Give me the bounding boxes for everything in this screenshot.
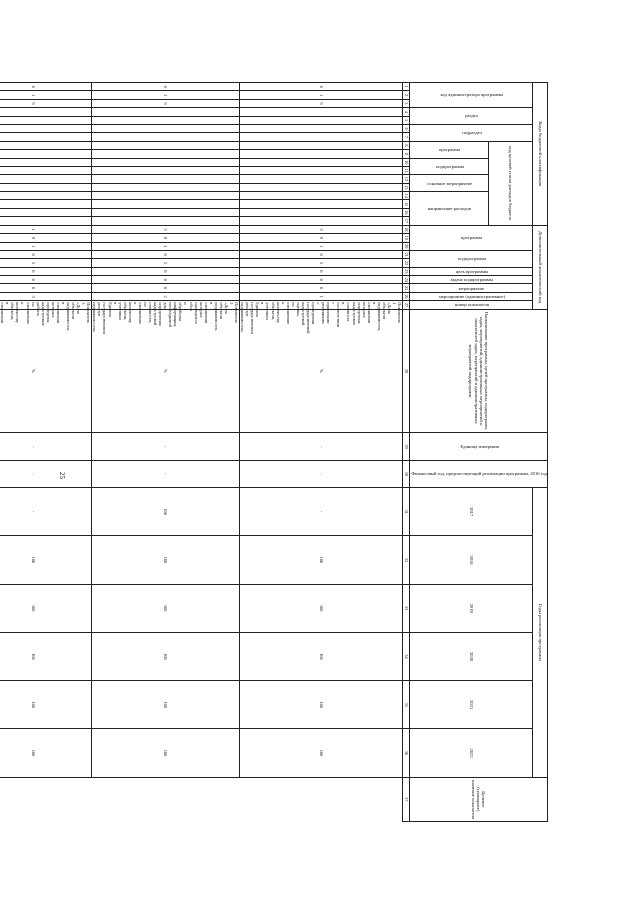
code-cell — [92, 124, 240, 132]
code-cell: 0 — [92, 83, 240, 91]
col-number: 27 — [403, 301, 410, 309]
event-header: мероприятие — [410, 284, 533, 292]
col-number: 25 — [403, 284, 410, 292]
code-cell: 1 — [0, 91, 92, 99]
dir-subprogram-header: подпрограмма — [410, 250, 533, 267]
code-cell — [92, 108, 240, 116]
goal-program-header: цель программы — [410, 267, 533, 275]
code-cell: 2 — [92, 292, 240, 300]
section-header: раздел — [410, 108, 533, 125]
code-cell: 5 — [0, 259, 92, 267]
code-cell — [240, 158, 403, 166]
col-number: 15 — [403, 200, 410, 208]
code-cell: 3 — [0, 292, 92, 300]
table-row — [0, 83, 92, 822]
row-fin-year-cell: - — [240, 433, 403, 460]
extra-code-group-header: Дополнительный аналитический код — [533, 225, 548, 309]
row-unit-cell: % — [0, 309, 92, 433]
code-cell — [0, 124, 92, 132]
col-number: 20 — [403, 242, 410, 250]
col-number: 19 — [403, 234, 410, 242]
col-number: 29 — [403, 433, 410, 460]
code-cell — [240, 200, 403, 208]
admin-code-header: код администратора программы — [410, 83, 533, 108]
code-cell: 0 — [0, 284, 92, 292]
code-cell — [92, 116, 240, 124]
col-number: 10 — [403, 158, 410, 166]
col-number: 7 — [403, 133, 410, 141]
code-cell: 0 — [240, 284, 403, 292]
code-cell — [240, 116, 403, 124]
code-cell: 9 — [0, 234, 92, 242]
col-number: 32 — [403, 536, 410, 584]
row-year-value-cell: 100 — [0, 632, 92, 680]
row-year-value-cell: 100 — [0, 536, 92, 584]
code-cell — [240, 175, 403, 183]
col-number: 30 — [403, 460, 410, 487]
col-number: 5 — [403, 116, 410, 124]
row-year-value-cell: 100 — [0, 584, 92, 632]
page-number: 25 — [58, 472, 66, 479]
code-cell: 0 — [240, 83, 403, 91]
table-row — [240, 83, 403, 822]
col-number: 9 — [403, 150, 410, 158]
col-number: 24 — [403, 276, 410, 284]
row-year-value-cell: 100 — [0, 681, 92, 729]
row-name-cell: Показатель 1 «Доля объектов недвижимости, в отношении которых определена кадастровая стоимость в соответствии с принятыми решениями о проведении государственной кадастровой оценки, по отношению к количеству объектов, учтенных в Едином государственном реестре недвижимости» — [240, 302, 403, 334]
col-number: 23 — [403, 267, 410, 275]
code-cell — [92, 200, 240, 208]
row-unit-cell: % — [92, 309, 240, 433]
code-cell: 3 — [92, 225, 240, 233]
row-year-value-cell: 100 — [240, 584, 403, 632]
code-cell: 0 — [92, 284, 240, 292]
year-header-2020: 2020 — [410, 632, 533, 680]
row-fin-year-cell: - — [0, 433, 92, 460]
row-year-value-cell: - — [240, 488, 403, 536]
code-cell — [240, 217, 403, 225]
row-year-value-cell: 100 — [92, 536, 240, 584]
codes-group-header: Коды бюджетной классификации — [533, 83, 548, 226]
row-name-cell: Показатель 2 «Доля объектов недвижимости, в отношении которых проводится сбор и обработка информации, необходимой для определения кадастровой стоимости, по отношению к количеству объектов, учтенных в Едином государственном реестре недвижимости» — [92, 302, 240, 334]
col-number: 31 — [403, 488, 410, 536]
col-number: 22 — [403, 259, 410, 267]
code-cell: 0 — [92, 276, 240, 284]
code-cell — [0, 175, 92, 183]
dir-program-header: программа — [410, 225, 533, 250]
indicator-number-header: номер показателя — [410, 301, 533, 309]
col-number: 36 — [403, 729, 410, 777]
name-column-header: Наименование программы, целей программы, подпрограмм, задач, мероприятий, административных мероприятий и показателей задач, мероприятий и административных мероприятий подпрограмм — [410, 309, 548, 433]
code-cell — [240, 166, 403, 174]
code-cell — [0, 200, 92, 208]
col-number: 14 — [403, 192, 410, 200]
code-cell — [240, 133, 403, 141]
row-target-cell: 100 — [0, 729, 92, 777]
code-cell — [0, 192, 92, 200]
code-cell — [92, 183, 240, 191]
code-cell — [0, 150, 92, 158]
code-cell — [0, 116, 92, 124]
code-cell: 9 — [0, 99, 92, 107]
row-year-value-cell: 100 — [92, 584, 240, 632]
code-cell: 1 — [92, 91, 240, 99]
code-cell: 8 — [240, 234, 403, 242]
direction-code-header: направление расходов — [410, 192, 489, 226]
code-cell: 9 — [240, 99, 403, 107]
subsection-header: подраздел — [410, 124, 533, 141]
admin-event-header: мероприятие (административное) — [410, 292, 533, 300]
fin-year-column-header: Финансовый год, предшествующий реализации программы, 2016 год — [410, 460, 548, 487]
row-unit-cell: % — [240, 309, 403, 433]
col-number: 17 — [403, 217, 410, 225]
code-cell: 0 — [0, 83, 92, 91]
row-year-value-cell: 100 — [92, 632, 240, 680]
row-fin-year-cell: - — [92, 433, 240, 460]
code-cell — [92, 150, 240, 158]
subprogram-code-header: подпрограмма — [410, 158, 489, 175]
years-group-header: Годы реализации программы — [533, 488, 548, 778]
col-number: 37 — [403, 777, 410, 821]
col-number: 35 — [403, 681, 410, 729]
code-cell: 8 — [92, 234, 240, 242]
year-header-2017: 2017 — [410, 488, 533, 536]
col-number: 13 — [403, 183, 410, 191]
year-header-2021: 2021 — [410, 681, 533, 729]
col-number: 28 — [403, 309, 410, 433]
code-cell — [92, 192, 240, 200]
code-cell: 0 — [240, 250, 403, 258]
row-name-cell: Показатель 3 «Доля объектов недвижимости, в отношении которых проведены кадастровые работы по отношению к количеству объектов, в отношении — [0, 301, 92, 309]
col-number: 8 — [403, 141, 410, 149]
code-cell — [0, 158, 92, 166]
code-cell: 0 — [240, 267, 403, 275]
unit-column-header: Единица измерения — [410, 433, 548, 460]
row-target-cell: 100 — [92, 729, 240, 777]
row-year-value-cell: - — [92, 460, 240, 487]
code-cell — [240, 141, 403, 149]
col-number: 6 — [403, 124, 410, 132]
code-cell: 1 — [92, 242, 240, 250]
code-cell: 0 — [240, 276, 403, 284]
code-cell — [0, 183, 92, 191]
row-year-value-cell: 100 — [92, 681, 240, 729]
col-number: 4 — [403, 108, 410, 116]
code-cell: 1 — [0, 225, 92, 233]
col-number: 3 — [403, 99, 410, 107]
col-number: 16 — [403, 208, 410, 216]
code-cell: 1 — [0, 242, 92, 250]
program-indicators-table — [0, 82, 548, 822]
code-cell: 1 — [240, 91, 403, 99]
code-cell: 0 — [92, 267, 240, 275]
code-cell: 1 — [240, 292, 403, 300]
col-number: 26 — [403, 292, 410, 300]
code-cell — [92, 133, 240, 141]
row-year-value-cell: 100 — [240, 681, 403, 729]
code-cell — [240, 192, 403, 200]
col-number: 21 — [403, 250, 410, 258]
year-header-2022: 2022 — [410, 729, 533, 777]
code-cell: 5 — [240, 259, 403, 267]
code-cell — [0, 166, 92, 174]
row-year-value-cell: - — [240, 460, 403, 487]
code-cell: 9 — [92, 99, 240, 107]
col-number: 1 — [403, 83, 410, 91]
year-header-2019: 2019 — [410, 584, 533, 632]
code-cell: 0 — [92, 250, 240, 258]
code-cell — [92, 141, 240, 149]
row-year-value-cell: 100 — [92, 488, 240, 536]
row-year-value-cell: 100 — [240, 632, 403, 680]
program-table-sheet — [0, 82, 548, 822]
code-cell — [240, 150, 403, 158]
code-cell — [0, 141, 92, 149]
code-cell: 5 — [92, 259, 240, 267]
row-year-value-cell: 100 — [240, 536, 403, 584]
code-cell — [0, 217, 92, 225]
year-header-2018: 2018 — [410, 536, 533, 584]
code-cell — [92, 175, 240, 183]
col-number: 33 — [403, 584, 410, 632]
table-row — [92, 83, 240, 822]
main-event-code-header: основное мероприятие — [410, 175, 489, 192]
code-cell — [92, 208, 240, 216]
col-number: 34 — [403, 632, 410, 680]
row-year-value-cell: - — [0, 460, 92, 487]
program-code-header: программа — [410, 141, 489, 158]
col-number: 11 — [403, 166, 410, 174]
target-value-header: Целевое (суммарное) значение показателя — [410, 777, 548, 821]
code-cell: 1 — [240, 242, 403, 250]
code-cell — [92, 166, 240, 174]
code-cell — [0, 208, 92, 216]
target-article-header: код целевой статьи расходов бюджета — [489, 141, 533, 225]
code-cell: 0 — [0, 267, 92, 275]
code-cell — [0, 108, 92, 116]
code-cell — [240, 208, 403, 216]
code-cell — [240, 124, 403, 132]
col-number: 18 — [403, 225, 410, 233]
task-subprogram-header: задача подпрограммы — [410, 276, 533, 284]
code-cell — [0, 133, 92, 141]
code-cell: 0 — [0, 250, 92, 258]
code-cell — [240, 183, 403, 191]
code-cell — [92, 217, 240, 225]
row-year-value-cell: - — [0, 488, 92, 536]
code-cell: 0 — [0, 276, 92, 284]
code-cell: 3 — [240, 225, 403, 233]
code-cell — [92, 158, 240, 166]
col-number: 2 — [403, 91, 410, 99]
col-number: 12 — [403, 175, 410, 183]
row-target-cell: 100 — [240, 729, 403, 777]
code-cell — [240, 108, 403, 116]
